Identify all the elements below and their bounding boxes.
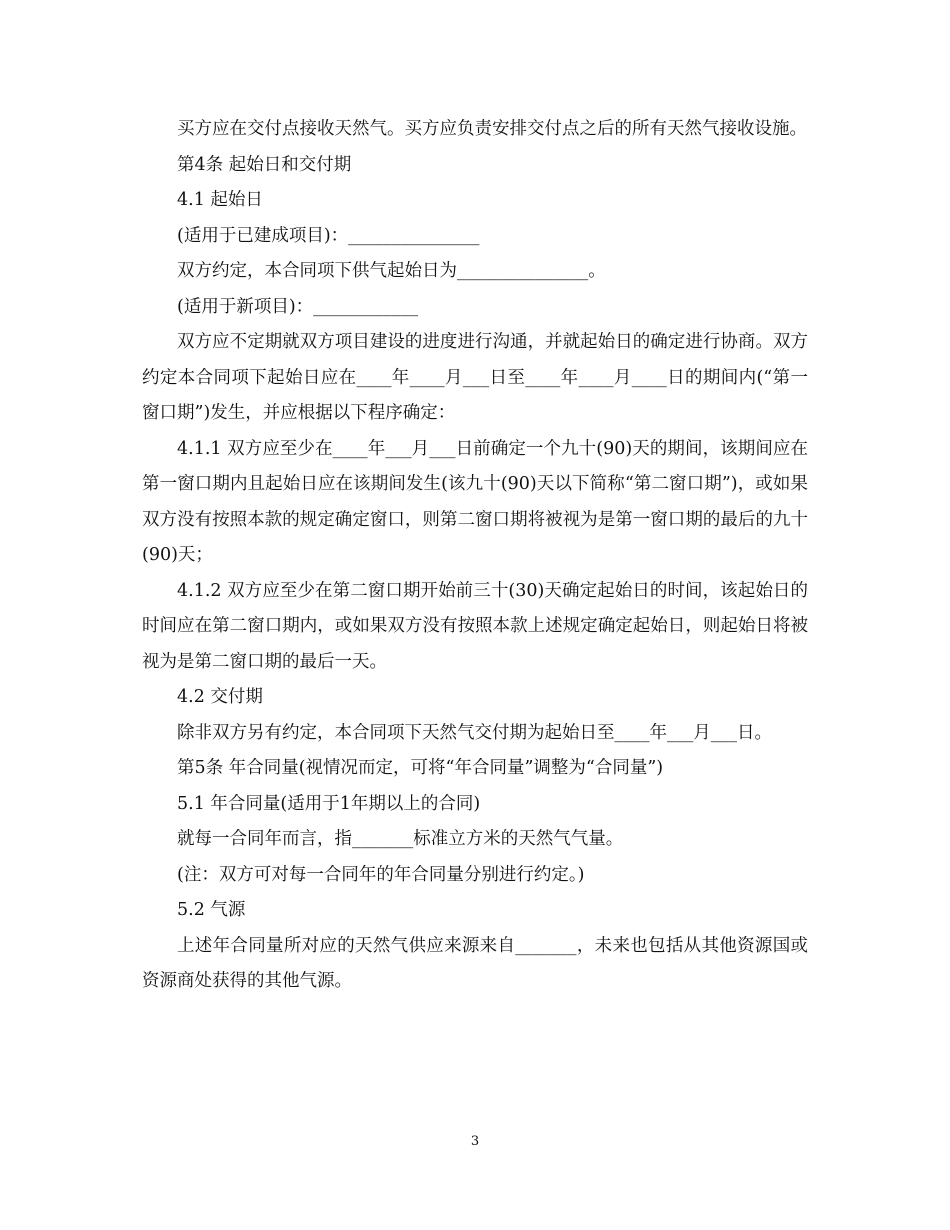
heading-article-5: 第5条 年合同量(视情况而定，可将“年合同量”调整为“合同量”)	[177, 758, 664, 778]
page-number: 3	[470, 1134, 480, 1149]
heading-4-1: 4.1 起始日	[177, 190, 263, 210]
heading-article-4: 第4条 起始日和交付期	[177, 154, 352, 175]
paragraph-built-project: (适用于已建成项目)：_______________	[177, 225, 480, 246]
heading-5-2: 5.2 气源	[177, 900, 246, 920]
paragraph-first-window: 双方应不定期就双方项目建设的进度进行沟通，并就起始日的确定进行协商。双方约定本合同项下起始日应在____年____月___日至____年____月____日的期间内(“第一窗口期”)发生，并应根据以下程序确定：	[142, 332, 808, 423]
heading-5-1: 5.1 年合同量(适用于1年期以上的合同)	[177, 793, 481, 814]
document-body	[142, 112, 808, 1000]
paragraph-buyer-receive: 买方应在交付点接收天然气。买方应负责安排交付点之后的所有天然气接收设施。	[177, 119, 807, 139]
paragraph-new-project: (适用于新项目)：____________	[177, 296, 419, 317]
paragraph-gas-source: 上述年合同量所对应的天然气供应来源来自_______，未来也包括从其他资源国或资源商处获得的其他气源。	[142, 935, 808, 991]
paragraph-annual-volume: 就每一合同年而言，指_______标准立方米的天然气气量。	[177, 829, 624, 849]
paragraph-note: (注：双方可对每一合同年的年合同量分别进行约定。)	[177, 864, 585, 885]
paragraph-4-1-2: 4.1.2 双方应至少在第二窗口期开始前三十(30)天确定起始日的时间，该起始日的时间应在第二窗口期内，或如果双方没有按照本款上述规定确定起始日，则起始日将被视为是第二窗口期的最后一天。	[142, 580, 808, 672]
paragraph-start-date-agreed: 双方约定，本合同项下供气起始日为_______________。	[177, 261, 606, 281]
paragraph-4-1-1: 4.1.1 双方应至少在____年___月___日前确定一个九十(90)天的期间，该期间应在第一窗口期内且起始日应在该期间发生(该九十(90)天以下简称“第二窗口期”)，或如果双方没有按照本款的规定确定窗口，则第二窗口期将被视为是第一窗口期的最后的九十(90)天；	[142, 438, 808, 565]
heading-4-2: 4.2 交付期	[177, 687, 263, 707]
paragraph-delivery-period: 除非双方另有约定，本合同项下天然气交付期为起始日至____年___月___日。	[177, 722, 772, 743]
